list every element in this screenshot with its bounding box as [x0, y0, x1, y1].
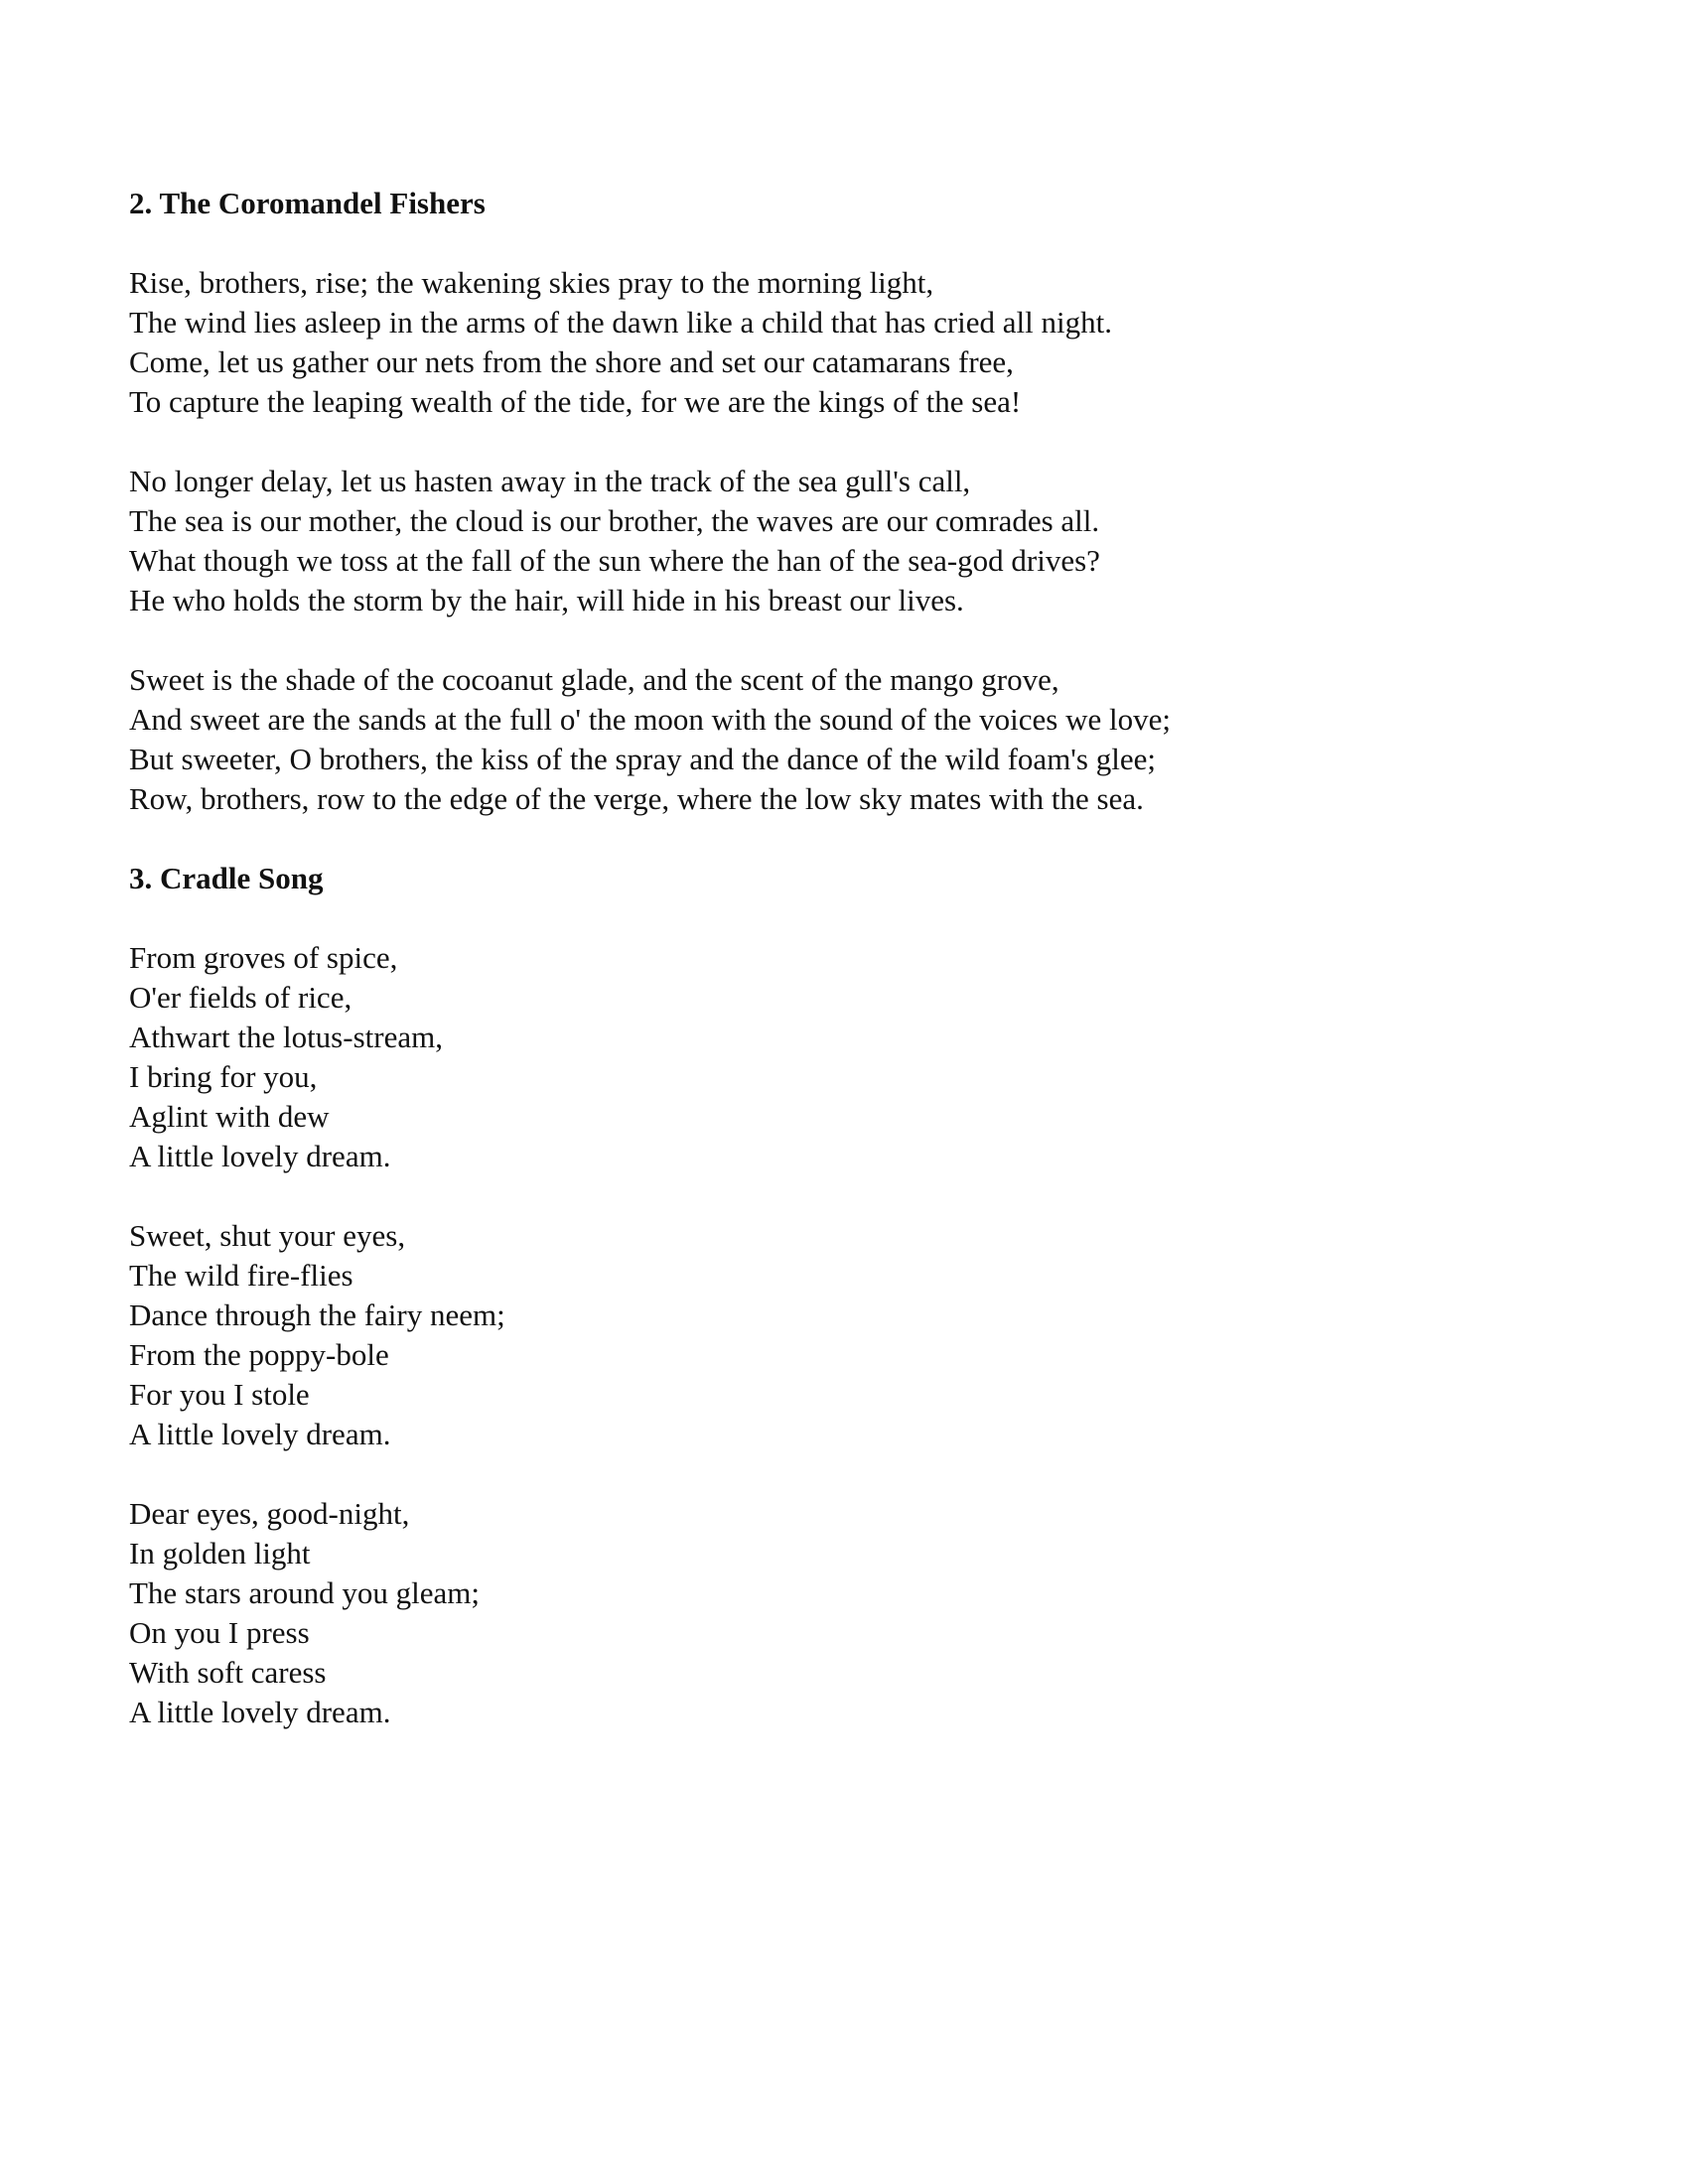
verse-line: No longer delay, let us hasten away in the track of the sea gull's call, [129, 464, 971, 498]
verse-line: With soft caress [129, 1655, 327, 1690]
verse-line: And sweet are the sands at the full o' the moon with the sound of the voices we love; [129, 702, 1172, 737]
verse-line: In golden light [129, 1536, 311, 1570]
verse-line: The wind lies asleep in the arms of the dawn like a child that has cried all night. [129, 305, 1112, 340]
poem-title: 2. The Coromandel Fishers [129, 186, 486, 220]
verse-line: Come, let us gather our nets from the shore and set our catamarans free, [129, 344, 1014, 379]
verse-line: O'er fields of rice, [129, 980, 352, 1015]
verse-line: The sea is our mother, the cloud is our brother, the waves are our comrades all. [129, 503, 1100, 538]
stanza-1 [129, 263, 1579, 422]
stanza-1 [129, 938, 1579, 1176]
verse-line: The wild fire-flies [129, 1258, 353, 1293]
verse-line: A little lovely dream. [129, 1417, 391, 1451]
verse-line: But sweeter, O brothers, the kiss of the spray and the dance of the wild foam's glee; [129, 742, 1156, 776]
stanza-3 [129, 1494, 1579, 1732]
verse-line: On you I press [129, 1615, 310, 1650]
verse-line: Row, brothers, row to the edge of the verge, where the low sky mates with the sea. [129, 781, 1144, 816]
verse-line: Sweet, shut your eyes, [129, 1218, 406, 1253]
verse-line: Dance through the fairy neem; [129, 1297, 505, 1332]
poem-coromandel-fishers [129, 184, 1579, 819]
verse-line: Aglint with dew [129, 1099, 330, 1134]
verse-line: From groves of spice, [129, 940, 398, 975]
stanza-2 [129, 1216, 1579, 1454]
verse-line: He who holds the storm by the hair, will hide in his breast our lives. [129, 583, 964, 617]
verse-line: Rise, brothers, rise; the wakening skies pray to the morning light, [129, 265, 934, 300]
verse-line: From the poppy-bole [129, 1337, 389, 1372]
verse-line: Dear eyes, good-night, [129, 1496, 410, 1531]
stanza-2 [129, 462, 1579, 620]
verse-line: To capture the leaping wealth of the tide, for we are the kings of the sea! [129, 384, 1022, 419]
verse-line: What though we toss at the fall of the sun where the han of the sea-god drives? [129, 543, 1100, 578]
verse-line: For you I stole [129, 1377, 310, 1412]
verse-line: I bring for you, [129, 1059, 318, 1094]
verse-line: A little lovely dream. [129, 1695, 391, 1729]
poem-cradle-song [129, 859, 1579, 1732]
document-page [129, 184, 1579, 1732]
verse-line: A little lovely dream. [129, 1139, 391, 1173]
verse-line: Sweet is the shade of the cocoanut glade, and the scent of the mango grove, [129, 662, 1059, 697]
verse-line: The stars around you gleam; [129, 1575, 480, 1610]
verse-line: Athwart the lotus-stream, [129, 1020, 443, 1054]
stanza-3 [129, 660, 1579, 819]
poem-title: 3. Cradle Song [129, 861, 324, 895]
